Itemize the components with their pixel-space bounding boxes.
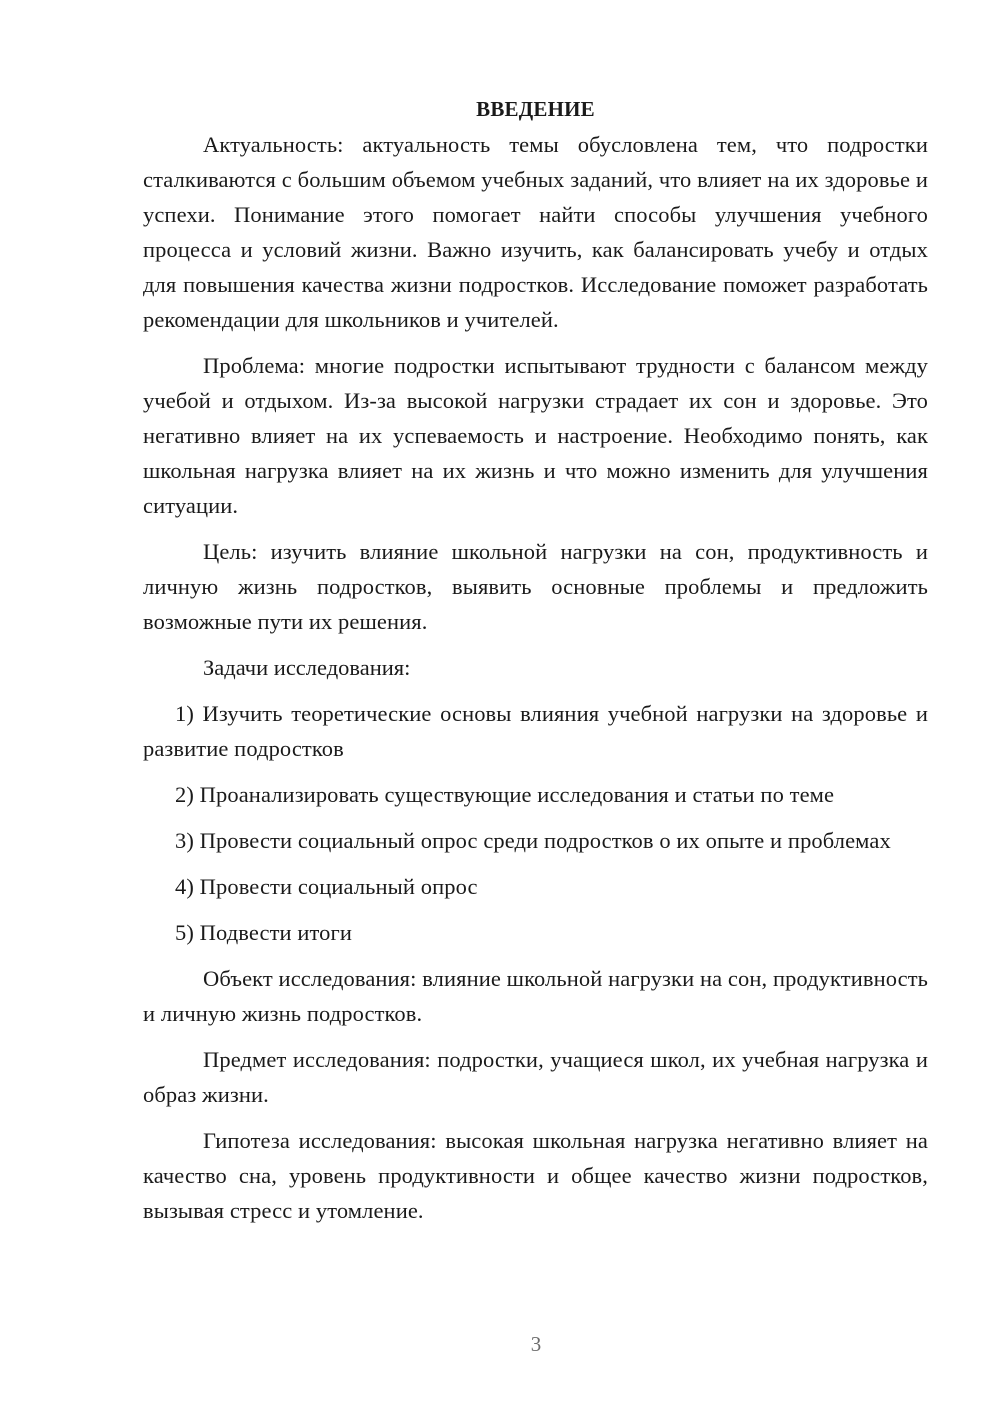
subject-paragraph: Предмет исследования: подростки, учащиеся школ, их учебная нагрузка и образ жизни. — [143, 1047, 928, 1107]
relevance-paragraph: Актуальность: актуальность темы обусловлена тем, что подростки сталкиваются с большим объемом учебных заданий, что влияет на их здоровье и успехи. Понимание этого помогает найти способы улучшения учебного процесса и условий жизни. Важно изучить, как балансировать учебу и отдых для повышения качества жизни подростков. Исследование поможет разработать рекомендации для школьников и учителей. — [143, 132, 928, 332]
task-item-4: 4) Провести социальный опрос — [175, 874, 478, 899]
document-page — [143, 92, 928, 1239]
page-title: ВВЕДЕНИЕ — [476, 97, 595, 121]
tasks-list — [143, 696, 928, 950]
hypothesis-paragraph: Гипотеза исследования: высокая школьная нагрузка негативно влияет на качество сна, уровень продуктивности и общее качество жизни подростков, вызывая стресс и утомление. — [143, 1128, 928, 1223]
task-item-5: 5) Подвести итоги — [175, 920, 352, 945]
object-paragraph: Объект исследования: влияние школьной нагрузки на сон, продуктивность и личную жизнь подростков. — [143, 966, 928, 1026]
task-item-2: 2) Проанализировать существующие исследования и статьи по теме — [175, 782, 835, 807]
tasks-heading: Задачи исследования: — [203, 655, 411, 680]
task-item-3: 3) Провести социальный опрос среди подростков о их опыте и проблемах — [175, 828, 891, 853]
page-number: 3 — [530, 1332, 542, 1356]
problem-paragraph: Проблема: многие подростки испытывают трудности с балансом между учебой и отдыхом. Из-за высокой нагрузки страдает их сон и здоровье. Это негативно влияет на их успеваемость и настроение. Необходимо понять, как школьная нагрузка влияет на их жизнь и что можно изменить для улучшения ситуации. — [143, 353, 928, 518]
goal-paragraph: Цель: изучить влияние школьной нагрузки на сон, продуктивность и личную жизнь подростков, выявить основные проблемы и предложить возможные пути их решения. — [143, 539, 928, 634]
task-item-1: 1) Изучить теоретические основы влияния учебной нагрузки на здоровье и развитие подростков — [143, 701, 928, 761]
